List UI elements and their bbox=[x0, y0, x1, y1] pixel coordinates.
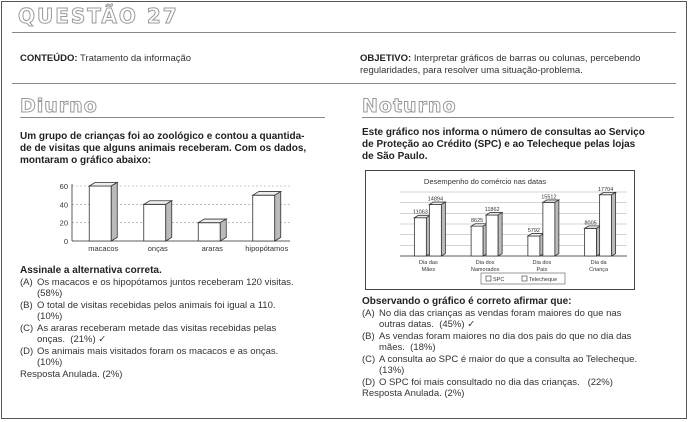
option-key: (C) bbox=[20, 322, 34, 334]
noturno-option-a[interactable] bbox=[362, 308, 682, 320]
x-tick-label: Pais bbox=[536, 267, 548, 273]
bar-Telecheque-0 bbox=[429, 202, 445, 256]
title-divider bbox=[12, 32, 676, 33]
option-continuation bbox=[20, 334, 340, 346]
option-key: (D) bbox=[20, 345, 34, 357]
option-key: (B) bbox=[20, 299, 33, 311]
option-percent: (58%) bbox=[37, 288, 63, 299]
legend-label: SPC bbox=[493, 277, 505, 283]
conteudo-label: CONTEÚDO: bbox=[20, 53, 78, 64]
diurno-prompt bbox=[20, 131, 306, 167]
diurno-title: Diurno bbox=[20, 95, 98, 117]
bar-hipopótamos-face bbox=[253, 195, 275, 241]
x-tick-label: macacos bbox=[88, 244, 119, 253]
option-key: (B) bbox=[362, 330, 375, 342]
noturno-title: Noturno bbox=[362, 95, 457, 117]
check-icon: ✓ bbox=[98, 334, 107, 345]
noturno-question bbox=[362, 296, 682, 400]
noturno-option-c[interactable] bbox=[362, 354, 682, 366]
bar-Telecheque-1 bbox=[486, 213, 502, 256]
bar-SPC-0 bbox=[414, 215, 430, 256]
noturno-underline bbox=[362, 117, 674, 118]
bar-SPC-3 bbox=[585, 226, 601, 256]
bar-hipopótamos-face bbox=[275, 192, 281, 241]
bar-araras-face bbox=[220, 219, 226, 241]
diurno-prompt-line: montaram o gráfico abaixo: bbox=[20, 155, 152, 166]
legend-swatch bbox=[486, 276, 491, 281]
y-tick-label: 60 bbox=[59, 182, 68, 191]
option-key: (A) bbox=[20, 276, 33, 288]
y-tick-label: 20 bbox=[59, 218, 68, 228]
page-title: QUESTÃO 27 bbox=[18, 4, 179, 28]
objetivo-label: OBJETIVO: bbox=[360, 53, 412, 64]
diurno-option-d[interactable] bbox=[20, 346, 340, 358]
data-label: 14894 bbox=[427, 196, 444, 203]
conteudo-block bbox=[20, 53, 191, 65]
diurno-option-c[interactable] bbox=[20, 323, 340, 335]
data-label: 15512 bbox=[541, 194, 557, 201]
bar-SPC-1 bbox=[471, 224, 487, 256]
option-text: A consulta ao SPC é maior do que a consulta ao Telecheque. bbox=[379, 353, 638, 365]
bar-Telecheque-2 bbox=[543, 200, 559, 256]
x-tick-label: Mães bbox=[421, 267, 436, 273]
bar-SPC-2-face bbox=[528, 236, 540, 256]
bar-SPC-0-face bbox=[414, 218, 426, 256]
header-divider bbox=[12, 83, 676, 84]
bar-Telecheque-1-face bbox=[498, 213, 502, 256]
bar-Telecheque-1-face bbox=[486, 215, 498, 256]
option-key: (C) bbox=[362, 353, 376, 365]
data-label: 11063 bbox=[412, 209, 428, 216]
objetivo-line1: Interpretar gráficos de barras ou colunas, percebendo bbox=[413, 53, 641, 64]
noturno-option-d[interactable] bbox=[362, 377, 682, 389]
option-percent: (10%) bbox=[37, 357, 63, 368]
option-percent: (45%) bbox=[439, 319, 465, 330]
bar-Telecheque-3 bbox=[600, 192, 616, 256]
option-text: Os macacos e os hipopótamos juntos receberam 120 visitas. bbox=[37, 276, 294, 288]
option-text: As araras receberam metade das visitas recebidas pelas bbox=[37, 322, 277, 334]
noturno-prompt-line: de São Paulo. bbox=[362, 151, 428, 162]
option-text: No dia das crianças as vendas foram maiores do que nas bbox=[379, 307, 622, 319]
x-tick-label: araras bbox=[201, 244, 223, 253]
option-text: O SPC foi mais consultado no dia das crianças. bbox=[379, 376, 580, 388]
bar-macacos bbox=[89, 182, 117, 241]
option-percent: (13%) bbox=[379, 365, 405, 376]
noturno-anulada: Resposta Anulada. (2%) bbox=[362, 388, 465, 399]
option-percent: (18%) bbox=[410, 342, 436, 353]
x-tick-label: Dia da bbox=[590, 260, 607, 266]
option-continuation bbox=[362, 342, 682, 354]
option-text: Os animais mais visitados foram os macacos e as onças. bbox=[37, 345, 279, 357]
bar-Telecheque-3-face bbox=[600, 195, 612, 256]
x-tick-label: onças bbox=[147, 244, 168, 253]
option-text: onças. bbox=[37, 334, 65, 345]
option-continuation bbox=[362, 319, 682, 331]
bar-SPC-1-face bbox=[471, 226, 483, 256]
bar-onças bbox=[144, 201, 172, 241]
bar-araras bbox=[198, 219, 226, 241]
option-text: As vendas foram maiores no dia dos pais do que no dia das bbox=[379, 330, 632, 342]
zoo-visits-chart bbox=[50, 178, 300, 258]
noturno-option-b[interactable] bbox=[362, 331, 682, 343]
option-key: (D) bbox=[362, 376, 376, 388]
option-percent: (21%) bbox=[70, 334, 96, 345]
bar-Telecheque-0-face bbox=[441, 202, 445, 256]
x-tick-label: Dia dos bbox=[475, 260, 495, 266]
diurno-question bbox=[20, 265, 340, 380]
commerce-chart bbox=[365, 170, 635, 290]
objetivo-line2: regularidades, para resolver uma situação-problema. bbox=[360, 65, 583, 76]
diurno-ask: Assinale a alternativa correta. bbox=[20, 265, 162, 276]
check-icon: ✓ bbox=[467, 319, 476, 330]
x-tick-label: Namorados bbox=[470, 267, 500, 273]
option-percent: (22%) bbox=[587, 376, 613, 388]
data-label: 11862 bbox=[484, 206, 500, 213]
data-label: 17704 bbox=[597, 186, 614, 193]
bar-macacos-face bbox=[89, 186, 111, 241]
bar-SPC-3-face bbox=[585, 228, 597, 256]
conteudo-text: Tratamento da informação bbox=[80, 53, 192, 64]
bar-hipopótamos bbox=[253, 192, 281, 241]
x-tick-label: Criança bbox=[589, 267, 609, 273]
bar-Telecheque-2-face bbox=[543, 202, 555, 256]
bar-araras-face bbox=[198, 223, 220, 241]
option-percent: (10%) bbox=[37, 311, 63, 322]
option-text: mães. bbox=[379, 342, 405, 353]
x-tick-label: Dia das bbox=[419, 260, 438, 266]
bar-Telecheque-0-face bbox=[429, 204, 441, 256]
data-label: 8005 bbox=[584, 220, 597, 227]
bar-SPC-2 bbox=[528, 234, 544, 256]
diurno-option-b[interactable] bbox=[20, 300, 340, 312]
diurno-anulada: Resposta Anulada. (2%) bbox=[20, 368, 123, 380]
noturno-prompt-line: de Proteção ao Crédito (SPC) e ao Telecheque pelas lojas bbox=[362, 139, 636, 150]
y-tick-label: 0 bbox=[63, 237, 68, 246]
objetivo-block bbox=[360, 53, 640, 77]
bar-onças-face bbox=[166, 201, 172, 241]
legend-swatch bbox=[522, 276, 527, 281]
bar-Telecheque-3-face bbox=[612, 192, 616, 256]
data-label: 8625 bbox=[471, 218, 484, 225]
diurno-prompt-line: Um grupo de crianças foi ao zoológico e contou a quantida- bbox=[20, 131, 305, 142]
y-tick-label: 40 bbox=[59, 200, 68, 210]
option-key: (A) bbox=[362, 307, 375, 319]
bar-Telecheque-2-face bbox=[555, 200, 559, 256]
bar-macacos-face bbox=[111, 182, 117, 241]
option-text: O total de visitas recebidas pelos animais foi igual a 110. bbox=[37, 299, 276, 311]
noturno-prompt bbox=[362, 127, 645, 163]
diurno-prompt-line: de de visitas que alguns animais receberam. Com os dados, bbox=[20, 143, 307, 154]
diurno-underline bbox=[20, 117, 325, 118]
bar-onças-face bbox=[144, 204, 166, 241]
legend-label: Telecheque bbox=[529, 277, 558, 283]
noturno-prompt-line: Este gráfico nos informa o número de consultas ao Serviço bbox=[362, 127, 645, 138]
x-tick-label: Dia dos bbox=[532, 260, 552, 266]
chart-title: Desempenho do comércio nas datas bbox=[423, 177, 547, 186]
diurno-option-a[interactable] bbox=[20, 277, 340, 289]
data-label: 5792 bbox=[527, 227, 540, 234]
option-text: outras datas. bbox=[379, 319, 434, 330]
noturno-ask: Observando o gráfico é correto afirmar que: bbox=[362, 296, 572, 307]
x-tick-label: hipopótamos bbox=[245, 244, 289, 253]
